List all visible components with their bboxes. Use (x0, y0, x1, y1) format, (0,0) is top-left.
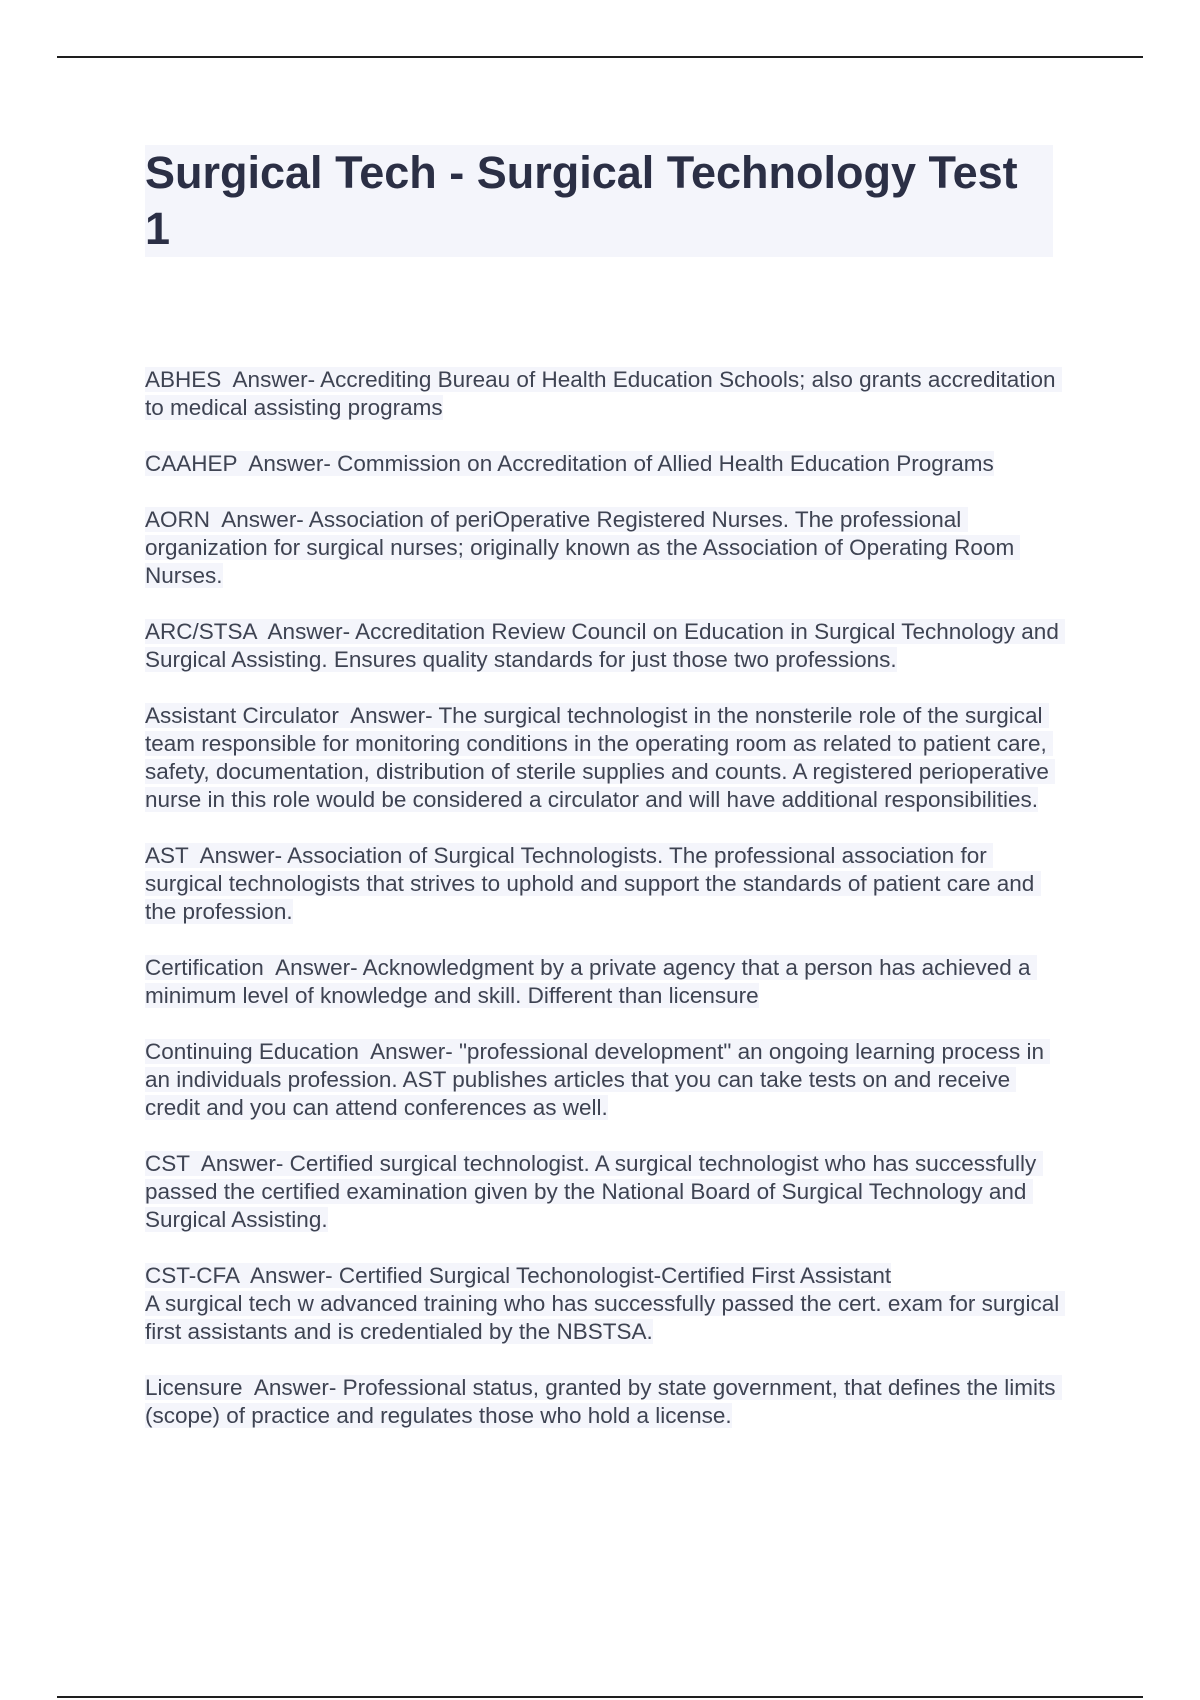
entry-definition: Answer- Certified surgical technologist. A surgical technologist who has successfully passed the certified examination given by the National Board of Surgical Technology and Surgical Assisting. (145, 1151, 1043, 1232)
glossary-entry (145, 506, 1065, 590)
glossary-entry (145, 1150, 1065, 1234)
entry-term: ARC/STSA (145, 619, 257, 644)
entry-definition: Answer- Association of periOperative Registered Nurses. The professional organization for surgical nurses; originally known as the Association of Operating Room Nurses. (145, 507, 1021, 588)
entry-definition: Answer- Certified Surgical Techonologist-Certified First Assistant (250, 1263, 892, 1288)
glossary-entry (145, 450, 1065, 478)
entry-definition: Answer- Accreditation Review Council on Education in Surgical Technology and Surgical Assisting. Ensures quality standards for just those two professions. (145, 619, 1066, 672)
glossary-entry (145, 1038, 1065, 1122)
glossary-entry (145, 954, 1065, 1010)
entry-term: AST (145, 843, 189, 868)
glossary-entry (145, 366, 1065, 422)
entry-term: Assistant Circulator (145, 703, 339, 728)
entry-term: CAAHEP (145, 451, 238, 476)
glossary-entry (145, 618, 1065, 674)
top-rule (57, 56, 1143, 58)
entry-term: Licensure (145, 1375, 243, 1400)
document-title: Surgical Tech - Surgical Technology Test 1 (145, 147, 1018, 254)
entry-term: CST (145, 1151, 190, 1176)
entry-definition: Answer- Acknowledgment by a private agency that a person has achieved a minimum level of knowledge and skill. Different than licensure (145, 955, 1037, 1008)
entry-continuation: A surgical tech w advanced training who has successfully passed the cert. exam for surgical first assistants and is credentialed by the NBSTSA. (145, 1291, 1066, 1344)
entry-definition: Answer- The surgical technologist in the nonsterile role of the surgical team responsible for monitoring conditions in the operating room as related to patient care, safety, documentation, distribution of sterile supplies and counts. A registered perioperative nurse in this role would be considered a circulator and will have additional responsibilities. (145, 703, 1056, 812)
entry-term: Certification (145, 955, 264, 980)
glossary-entry (145, 1374, 1065, 1430)
entry-definition: Answer- Professional status, granted by state government, that defines the limits (scope) of practice and regulates those who hold a license. (145, 1375, 1062, 1428)
entry-term: CST-CFA (145, 1263, 239, 1288)
entry-definition: Answer- "professional development" an ongoing learning process in an individuals profession. AST publishes articles that you can take tests on and receive credit and you can attend conferences as well. (145, 1039, 1051, 1120)
glossary-entry (145, 1262, 1065, 1346)
glossary-entry (145, 842, 1065, 926)
entry-term: Continuing Education (145, 1039, 359, 1064)
bottom-rule (57, 1696, 1143, 1698)
glossary-entry (145, 702, 1065, 814)
entry-term: ABHES (145, 367, 222, 392)
entry-definition: Answer- Association of Surgical Technologists. The professional association for surgical technologists that strives to uphold and support the standards of patient care and the profession. (145, 843, 1041, 924)
entry-term: AORN (145, 507, 211, 532)
glossary-list (145, 366, 1065, 1458)
entry-definition: Answer- Commission on Accreditation of Allied Health Education Programs (248, 451, 994, 476)
entry-definition: Answer- Accrediting Bureau of Health Education Schools; also grants accreditation to medical assisting programs (145, 367, 1062, 420)
title-block (145, 145, 1053, 257)
